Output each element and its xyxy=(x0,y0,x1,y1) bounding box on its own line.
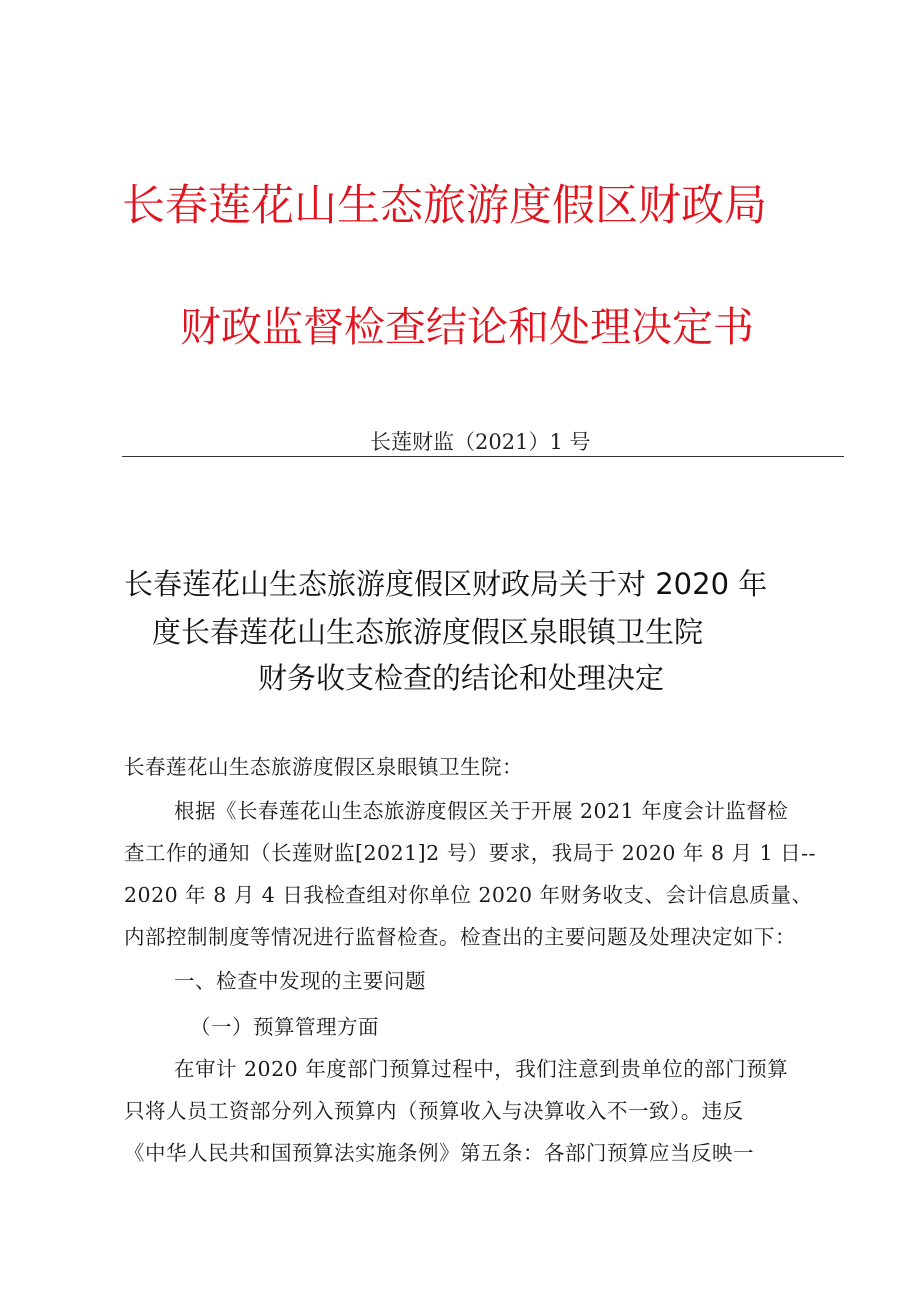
header-divider xyxy=(122,456,844,457)
paragraph-2-line-2: 只将人员工资部分列入预算内（预算收入与决算收入不一致）。违反 xyxy=(124,1099,744,1123)
paragraph-1-line-4: 内部控制制度等情况进行监督检查。检查出的主要问题及处理决定如下： xyxy=(124,925,796,949)
section-heading-1: 一、检查中发现的主要问题 xyxy=(174,969,426,993)
document-type-heading: 财政监督检查结论和处理决定书 xyxy=(180,303,754,351)
subsection-heading-1: （一）预算管理方面 xyxy=(190,1015,379,1039)
paragraph-1-line-3: 2020 年 8 月 4 日我检查组对你单位 2020 年财务收支、会计信息质量、 xyxy=(124,883,813,907)
document-title-line-1: 长春莲花山生态旅游度假区财政局关于对 2020 年 xyxy=(124,567,768,601)
document-title-line-2: 度长春莲花山生态旅游度假区泉眼镇卫生院 xyxy=(152,615,704,649)
issuing-organization: 长春莲花山生态旅游度假区财政局 xyxy=(122,181,767,231)
document-title-line-3: 财务收支检查的结论和处理决定 xyxy=(258,661,665,695)
paragraph-1-line-1: 根据《长春莲花山生态旅游度假区关于开展 2021 年度会计监督检 xyxy=(174,799,789,823)
paragraph-2-line-3: 《中华人民共和国预算法实施条例》第五条：各部门预算应当反映一 xyxy=(124,1141,754,1165)
paragraph-1-line-2: 查工作的通知（长莲财监[2021]2 号）要求，我局于 2020 年 8 月 1 日-- xyxy=(124,841,816,865)
addressee: 长春莲花山生态旅游度假区泉眼镇卫生院： xyxy=(124,755,523,779)
paragraph-2-line-1: 在审计 2020 年度部门预算过程中，我们注意到贵单位的部门预算 xyxy=(174,1057,789,1081)
document-number: 长莲财监（2021）1 号 xyxy=(370,430,591,454)
